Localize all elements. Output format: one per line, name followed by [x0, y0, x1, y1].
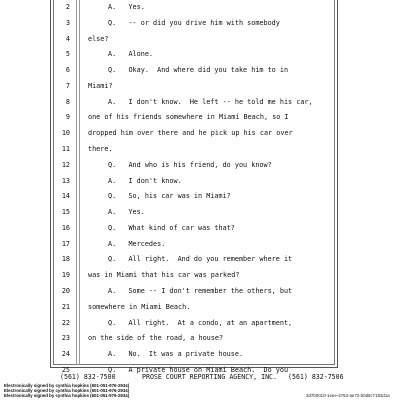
document-id: 3d7b0010-1eee-4763-ae72-b0d5c7183d1a	[306, 393, 390, 398]
line-number: 14	[61, 192, 70, 201]
line-number: 2	[65, 3, 70, 11]
answer-text: A. Yes.	[108, 3, 145, 11]
line-number: 15	[61, 208, 70, 217]
line-number: 18	[61, 255, 70, 264]
line-number: 9	[65, 113, 70, 122]
line-number: 11	[61, 145, 70, 154]
line-number: 6	[65, 66, 70, 75]
line-number: 16	[61, 223, 70, 232]
line-number: 21	[61, 302, 70, 311]
continuation-text: Miami?	[88, 81, 113, 90]
answer-text: A. Yes.	[108, 208, 145, 217]
line-number: 23	[61, 334, 70, 343]
signature-line: Electronically signed by cynthia hopkins (601-051-976-2934)	[4, 388, 130, 393]
line-number: 25	[61, 365, 70, 374]
signature-line: Electronically signed by cynthia hopkins (601-051-976-2934)	[4, 383, 130, 388]
line-number: 10	[61, 129, 70, 138]
line-number: 22	[61, 318, 70, 327]
continuation-text: on the side of the road, a house?	[88, 334, 224, 343]
question-text: Q. So, his car was in Miami?	[108, 192, 231, 201]
continuation-text: else?	[88, 34, 109, 43]
line-number: 20	[61, 287, 70, 296]
question-text: Q. -- or did you drive him with somebody	[108, 18, 280, 27]
footer-phone-left: (561) 832-7500	[60, 373, 116, 381]
continuation-text: somewhere in Miami Beach.	[88, 302, 191, 311]
answer-text: A. I don't know.	[108, 176, 182, 185]
line-number: 17	[61, 239, 70, 248]
continuation-text: there.	[88, 145, 113, 154]
continuation-text: was in Miami that his car was parked?	[88, 271, 240, 280]
line-number: 5	[65, 50, 70, 59]
page-footer	[60, 372, 344, 382]
line-number: 4	[65, 34, 70, 43]
footer-phone-right: (561) 832-7506	[288, 373, 344, 381]
line-number: 8	[65, 97, 70, 106]
question-text: Q. All right. And do you remember where it	[108, 255, 293, 264]
question-text: Q. All right. At a condo, at an apartment,	[108, 318, 293, 327]
line-number: 13	[61, 176, 70, 185]
line-number: 24	[61, 350, 70, 359]
question-text: Q. A private house on Miami Beach. Do you	[108, 365, 289, 374]
line-number: 7	[65, 81, 70, 90]
question-text: Q. What kind of car was that?	[108, 223, 235, 232]
footer-agency: PROSE COURT REPORTING AGENCY, INC.	[142, 373, 277, 381]
continuation-text: one of his friends somewhere in Miami Beach, so I	[88, 113, 289, 122]
answer-text: A. I don't know. He left -- he told me his car,	[108, 97, 313, 106]
signature-line: Electronically signed by cynthia hopkins (601-051-976-2934)	[4, 393, 130, 398]
line-number: 12	[61, 160, 70, 169]
signature-block	[4, 383, 154, 398]
question-text: Q. And who is his friend, do you know?	[108, 160, 272, 169]
line-number: 19	[61, 271, 70, 280]
line-number: 3	[65, 18, 70, 27]
answer-text: A. No. It was a private house.	[108, 350, 244, 359]
answer-text: A. Some -- I don't remember the others, but	[108, 287, 293, 296]
answer-text: A. Alone.	[108, 50, 154, 59]
answer-text: A. Mercedes.	[108, 239, 166, 248]
continuation-text: dropped him over there and he pick up his car over	[88, 129, 293, 138]
question-text: Q. Okay. And where did you take him to in	[108, 66, 289, 75]
